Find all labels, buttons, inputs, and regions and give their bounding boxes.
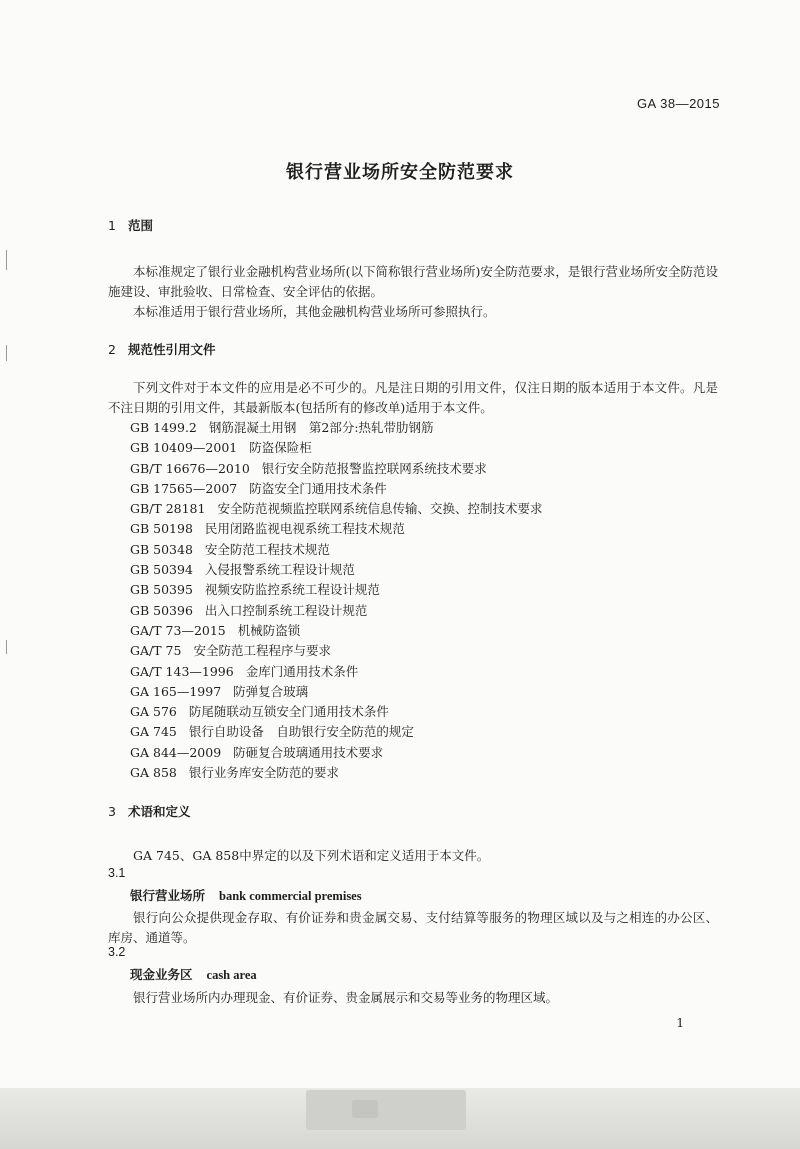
reference-item (130, 702, 542, 722)
reference-list (130, 418, 542, 783)
reference-code: GA/T 143—1996 (130, 663, 234, 679)
reference-code: GA/T 73—2015 (130, 622, 226, 638)
reference-code: GB 50395 (130, 582, 193, 598)
section-2-title: 规范性引用文件 (128, 342, 216, 357)
reference-code: GB/T 16676—2010 (130, 460, 250, 476)
reference-title: 入侵报警系统工程设计规范 (204, 562, 355, 578)
scan-edge-mark (6, 345, 7, 361)
section-1-heading (108, 216, 153, 234)
section-3-heading (108, 802, 191, 820)
reference-title: 机械防盗锁 (237, 622, 301, 638)
reference-title: 防砸复合玻璃通用技术要求 (233, 744, 384, 760)
reference-code: GA/T 75 (130, 643, 182, 659)
scan-edge-mark (6, 250, 7, 270)
reference-item (130, 722, 542, 742)
section-3-number: 3 (108, 804, 116, 819)
reference-title: 防盗保险柜 (249, 440, 312, 456)
term-3-1-en: bank commercial premises (219, 889, 362, 903)
section-3-intro: GA 745、GA 858中界定的以及下列术语和定义适用于本文件。 (133, 848, 490, 863)
reference-code: GB 10409—2001 (130, 440, 238, 456)
reference-code: GA 576 (130, 704, 177, 720)
reference-code: GB 50348 (130, 541, 193, 557)
scanner-clip (306, 1090, 466, 1130)
term-3-2-en: cash area (206, 968, 257, 982)
reference-item (130, 763, 542, 783)
reference-title: 防盗安全门通用技术条件 (249, 480, 387, 496)
reference-title: 安全防范视频监控联网系统信息传输、交换、控制技术要求 (217, 501, 543, 517)
reference-item (130, 499, 542, 519)
reference-code: GB 50198 (130, 521, 193, 537)
page-number: 1 (676, 1016, 684, 1030)
term-3-1-heading (130, 886, 362, 904)
reference-title: 出入口控制系统工程设计规范 (204, 602, 368, 618)
reference-item (130, 418, 542, 438)
reference-item (130, 540, 542, 560)
reference-title: 视频安防监控系统工程设计规范 (204, 582, 380, 598)
reference-title: 安全防范工程程序与要求 (193, 643, 331, 659)
reference-code: GB 50396 (130, 602, 193, 618)
section-2-number: 2 (108, 342, 116, 357)
reference-item (130, 662, 542, 682)
reference-item (130, 682, 542, 702)
section-1-number: 1 (108, 218, 116, 233)
reference-title: 防弹复合玻璃 (233, 683, 309, 699)
reference-item (130, 641, 542, 661)
reference-item (130, 519, 542, 539)
reference-title: 钢筋混凝土用钢 第2部分:热轧带肋钢筋 (208, 420, 434, 435)
section-1-title: 范围 (128, 218, 154, 233)
standard-code: GA 38—2015 (636, 96, 720, 111)
reference-code: GB/T 28181 (130, 501, 206, 517)
reference-title: 民用闭路监视电视系统工程技术规范 (204, 521, 405, 537)
section-2-intro: 下列文件对于本文件的应用是必不可少的。凡是注日期的引用文件，仅注日期的版本适用于本文件。凡是不注日期的引用文件，其最新版本(包括所有的修改单)适用于本文件。 (108, 380, 718, 415)
reference-item (130, 459, 542, 479)
reference-title: 金库门通用技术条件 (245, 663, 359, 679)
reference-item (130, 743, 542, 763)
document-title: 银行营业场所安全防范要求 (286, 162, 514, 183)
term-3-1-number: 3.1 (108, 866, 126, 880)
reference-item (130, 479, 542, 499)
term-3-2-number: 3.2 (108, 945, 126, 959)
reference-code: GA 165—1997 (130, 683, 222, 699)
reference-title: 银行自助设备 自助银行安全防范的规定 (188, 724, 414, 740)
reference-item (130, 601, 542, 621)
reference-code: GA 844—2009 (130, 744, 222, 760)
reference-code: GA 745 (130, 724, 177, 740)
reference-title: 银行业务库安全防范的要求 (188, 765, 339, 781)
reference-code: GB 1499.2 (130, 420, 197, 435)
term-3-1-zh: 银行营业场所 (130, 888, 206, 903)
reference-code: GB 50394 (130, 562, 193, 578)
reference-item (130, 560, 542, 580)
reference-title: 银行安全防范报警监控联网系统技术要求 (261, 460, 487, 476)
section-3-title: 术语和定义 (128, 804, 191, 819)
term-3-1-definition: 银行向公众提供现金存取、有价证券和贵金属交易、支付结算等服务的物理区域以及与之相连的办公区、库房、通道等。 (108, 910, 718, 945)
section-1-paragraph-1: 本标准规定了银行业金融机构营业场所(以下简称银行营业场所)安全防范要求，是银行营业场所安全防范设施建设、审批验收、日常检查、安全评估的依据。 (108, 264, 718, 299)
reference-title: 防尾随联动互锁安全门通用技术条件 (188, 704, 389, 720)
reference-code: GB 17565—2007 (130, 480, 238, 496)
term-3-2-heading (130, 965, 257, 983)
reference-item (130, 580, 542, 600)
section-2-heading (108, 340, 216, 358)
reference-item (130, 621, 542, 641)
term-3-2-definition: 银行营业场所内办理现金、有价证券、贵金属展示和交易等业务的物理区域。 (133, 990, 559, 1005)
reference-code: GA 858 (130, 765, 177, 781)
term-3-2-zh: 现金业务区 (130, 967, 193, 982)
reference-item (130, 438, 542, 458)
section-1-paragraph-2: 本标准适用于银行营业场所，其他金融机构营业场所可参照执行。 (133, 304, 496, 319)
scanner-clip-mark (352, 1100, 378, 1118)
reference-title: 安全防范工程技术规范 (204, 541, 330, 557)
scan-edge-mark (6, 640, 7, 654)
